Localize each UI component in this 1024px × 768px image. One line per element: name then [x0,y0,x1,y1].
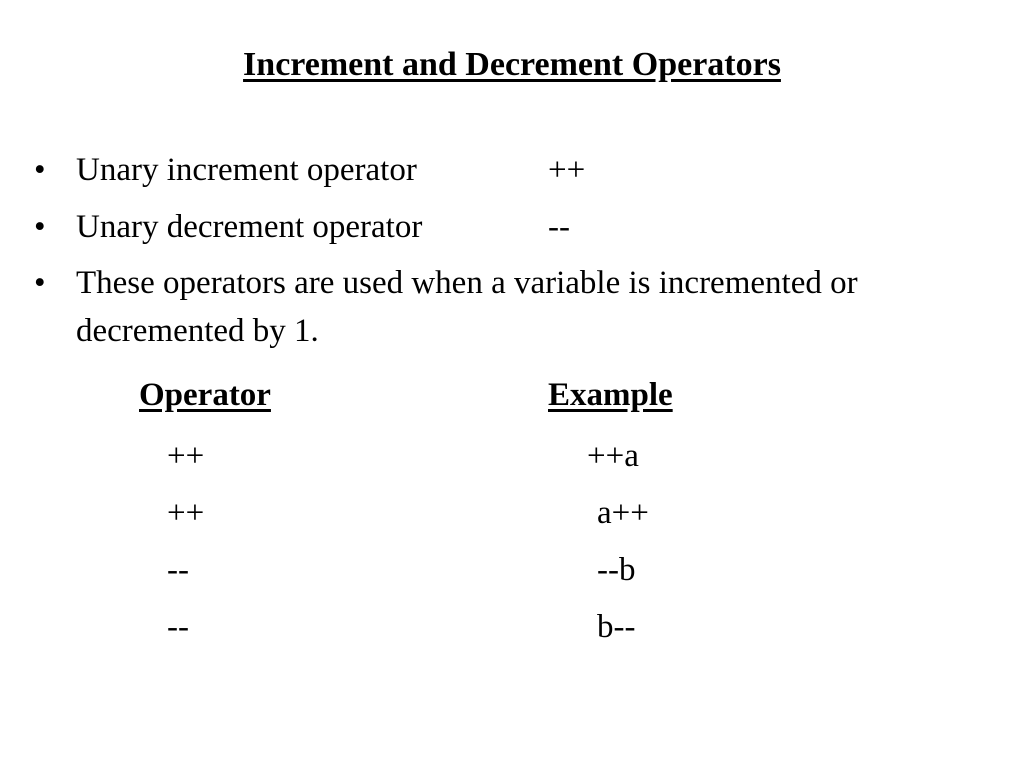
column-header-example: Example [548,377,673,413]
table-cell-example: b-- [597,609,636,645]
table-cell-operator: -- [167,552,189,588]
table-cell-operator: -- [167,609,189,645]
table-cell-operator: ++ [167,495,205,531]
bullet-label: Unary increment operator [76,152,417,188]
table-cell-operator: ++ [167,438,205,474]
bullet-icon: • [34,152,46,188]
bullet-operator: -- [548,209,570,245]
bullet-label: Unary decrement operator [76,209,423,245]
table-cell-example: ++a [587,438,639,474]
bullet-usage-text: These operators are used when a variable is incremented or decremented by 1. [76,265,858,349]
bullet-operator: ++ [548,152,586,188]
bullet-icon: • [34,265,46,301]
page-title: Increment and Decrement Operators [243,46,781,83]
bullet-icon: • [34,209,46,245]
table-cell-example: --b [597,552,636,588]
column-header-operator: Operator [139,377,271,413]
table-cell-example: a++ [597,495,649,531]
